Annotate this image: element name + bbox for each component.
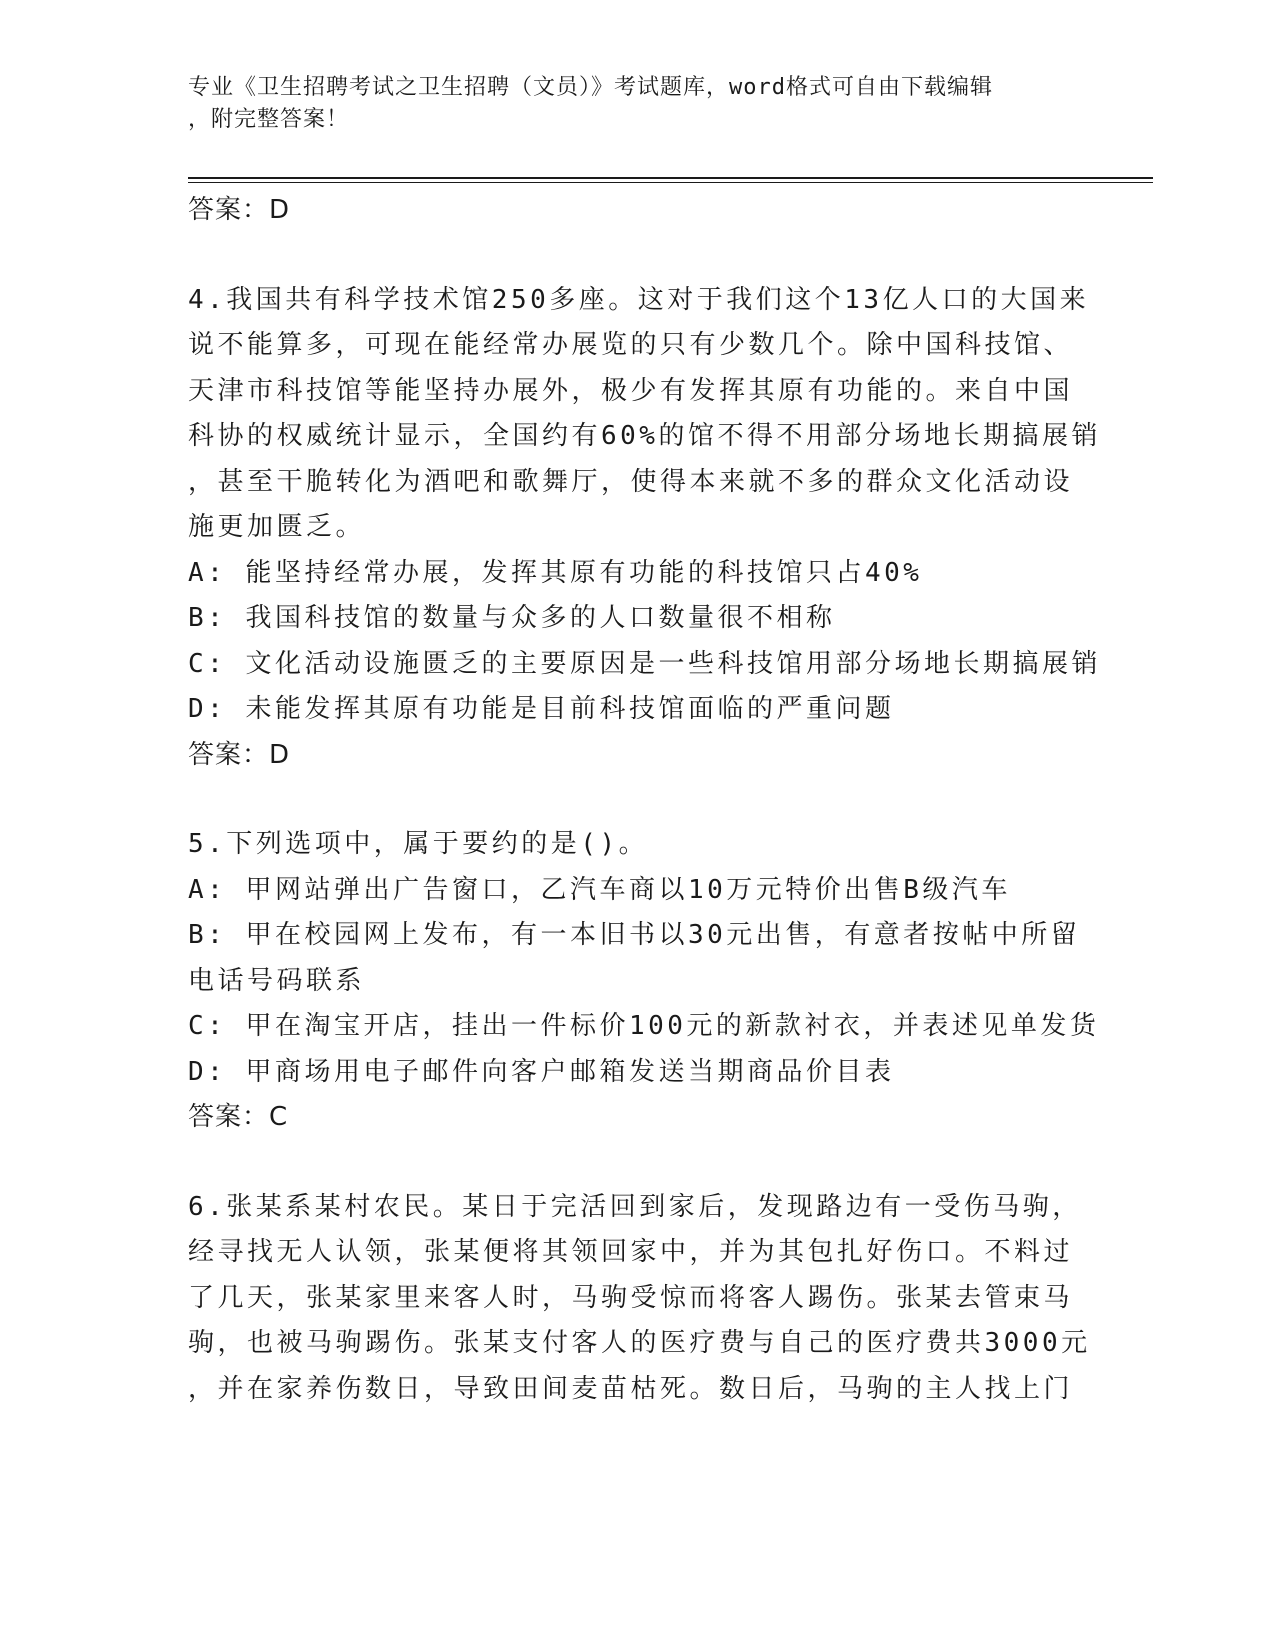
q4-option-a: A: 能坚持经常办展，发挥其原有功能的科技馆只占40% <box>188 557 923 588</box>
question-5 <box>188 822 1100 1141</box>
spacer <box>188 234 1088 278</box>
question-content <box>188 188 1101 1412</box>
q4-option-b: B: 我国科技馆的数量与众多的人口数量很不相称 <box>188 603 836 633</box>
q4-stem-line: 施更加匮乏。 <box>188 512 366 542</box>
q6-stem-line: 6.张某系某村农民。某日于完活回到家后，发现路边有一受伤马驹， <box>188 1191 1082 1222</box>
q4-option-d: D: 未能发挥其原有功能是目前科技馆面临的严重问题 <box>188 694 895 724</box>
q4-stem-line: 4.我国共有科学技术馆250多座。这对于我们这个13亿人口的大国来 <box>188 284 1090 315</box>
question-6 <box>188 1185 1091 1413</box>
q4-answer: 答案：D <box>188 739 291 770</box>
header-line-2: ，附完整答案！ <box>188 107 350 132</box>
page-header <box>188 72 1088 136</box>
q5-option-b: B: 甲在校园网上发布，有一本旧书以30元出售，有意者按帖中所留 <box>188 920 1081 950</box>
answer-previous: 答案：D <box>188 195 291 225</box>
q6-stem-line: 驹，也被马驹踢伤。张某支付客人的医疗费与自己的医疗费共3000元 <box>188 1328 1091 1358</box>
q4-stem-line: 天津市科技馆等能坚持办展外，极少有发挥其原有功能的。来自中国 <box>188 375 1074 406</box>
q5-option-a: A: 甲网站弹出广告窗口，乙汽车商以10万元特价出售B级汽车 <box>188 874 1011 905</box>
q5-answer: 答案：C <box>188 1102 289 1132</box>
q4-stem-line: 说不能算多，可现在能经常办展览的只有少数几个。除中国科技馆、 <box>188 330 1074 360</box>
q5-option-c: C: 甲在淘宝开店，挂出一件标价100元的新款衬衣，并表述见单发货 <box>188 1011 1100 1041</box>
q4-option-c: C: 文化活动设施匮乏的主要原因是一些科技馆用部分场地长期搞展销 <box>188 648 1101 679</box>
spacer <box>188 778 1088 822</box>
header-line-1: 专业《卫生招聘考试之卫生招聘（文员）》考试题库，word格式可自由下载编辑 <box>188 75 993 100</box>
spacer <box>188 1141 1088 1185</box>
header-rule-thin <box>188 182 1153 183</box>
q6-stem-line: ，并在家养伤数日，导致田间麦苗枯死。数日后，马驹的主人找上门 <box>188 1373 1074 1404</box>
q6-stem-line: 经寻找无人认领，张某便将其领回家中，并为其包扎好伤口。不料过 <box>188 1237 1074 1267</box>
q5-option-b-continued: 电话号码联系 <box>188 965 366 996</box>
q5-stem-line: 5.下列选项中，属于要约的是()。 <box>188 829 649 859</box>
q4-stem-line: 科协的权威统计显示，全国约有60%的馆不得不用部分场地长期搞展销 <box>188 421 1101 451</box>
question-4 <box>188 278 1101 779</box>
q4-stem-line: ，甚至干脆转化为酒吧和歌舞厅，使得本来就不多的群众文化活动设 <box>188 466 1074 497</box>
q6-stem-line: 了几天，张某家里来客人时，马驹受惊而将客人踢伤。张某去管束马 <box>188 1282 1074 1313</box>
header-rule-thick <box>188 177 1153 179</box>
q5-option-d: D: 甲商场用电子邮件向客户邮箱发送当期商品价目表 <box>188 1056 895 1087</box>
